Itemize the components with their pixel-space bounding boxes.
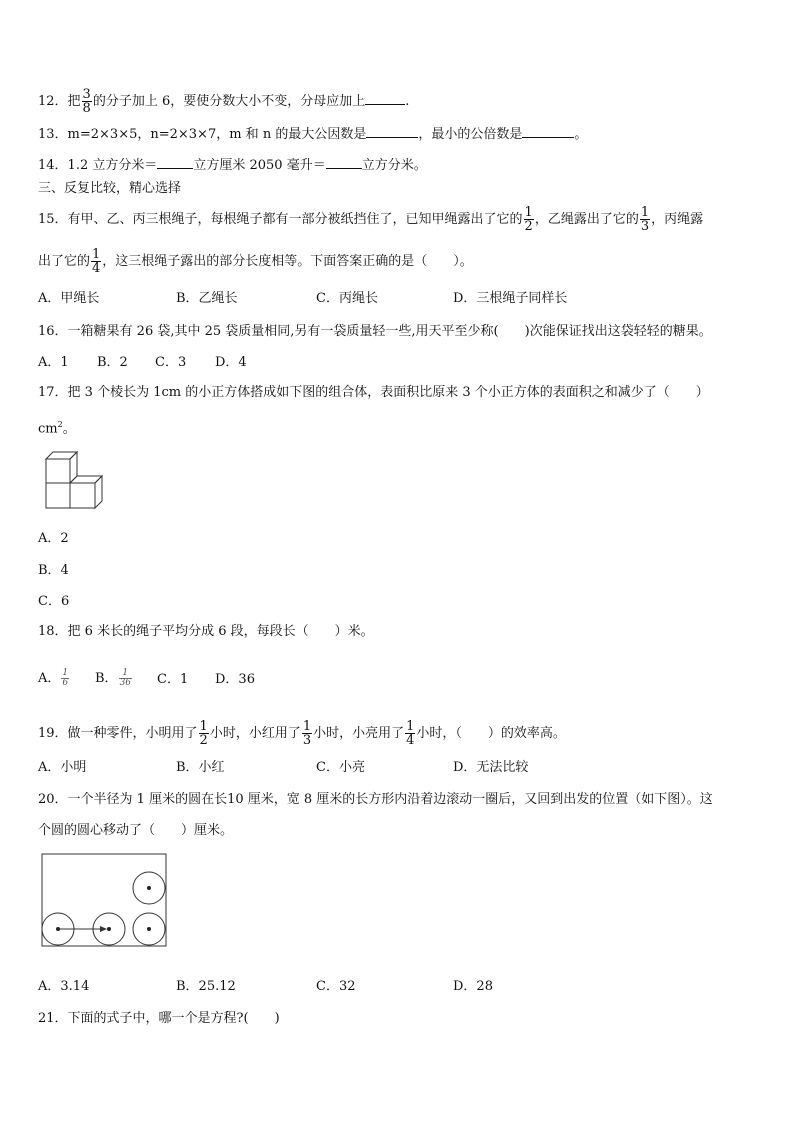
q13-end: 。 [574,127,588,142]
q18-a-denominator: 6 [62,678,69,688]
cube-top-side [70,452,77,483]
q15-fraction-1 [524,206,534,233]
q19-option-d[interactable]: D．无法比较 [453,760,529,775]
q18-option-a-label: A． [38,671,61,686]
cube-bottom-right-top [70,476,102,483]
cube-top-front [46,459,70,483]
question-16: 16．一箱糖果有 26 袋,其中 25 袋质量相同,另有一袋质量轻一些,用天平至少称( )次能保证找出这袋轻轻的糖果。 [38,324,712,339]
cube-assembly-figure [44,450,108,512]
q19-f1-numerator: 1 [199,719,208,734]
movement-arrowhead [100,926,107,932]
q12-denominator: 8 [82,101,91,116]
q18-option-a-fraction [61,669,69,688]
q17-option-b[interactable]: B．4 [38,563,69,578]
q14-end: 立方分米。 [361,158,427,173]
q19-fraction-1 [199,720,209,747]
q19-text-c: 小时，小亮用了 [313,726,405,741]
q15-f3-denominator: 4 [92,261,101,276]
center-dot-up [147,886,151,890]
q15-text-e: ，这三根绳子露出的部分长度相等。下面答案正确的是（ ）。 [102,254,473,269]
q15-f3-numerator: 1 [92,247,101,262]
q19-fraction-3 [405,720,415,747]
question-18: 18．把 6 米长的绳子平均分成 6 段，每段长（ ）米。 [38,624,374,639]
q17-option-c[interactable]: C．6 [38,594,70,609]
q19-f3-numerator: 1 [406,719,415,734]
q13-mid-text: ，最小的公倍数是 [418,127,523,142]
question-20-line-2: 个圆的圆心移动了（ ）厘米。 [38,823,234,838]
q19-f3-denominator: 4 [406,733,415,748]
q18-a-numerator: 1 [62,668,69,678]
question-17: 17．把 3 个棱长为 1cm 的小正方体搭成如下图的组合体，表面积比原来 3 个小正方体的表面积之和减少了（ ） [38,385,709,400]
question-15-line-1 [38,206,703,233]
q16-option-a[interactable]: A．1 [38,355,69,370]
center-dot-start [56,927,60,931]
q18-option-b-label: B． [95,671,118,686]
cube-bottom-right-front [70,483,95,508]
q19-option-a[interactable]: A．小明 [38,760,87,775]
q19-text-d: 小时，（ ）的效率高。 [416,726,566,741]
q13-text: 13．m=2×3×5，n=2×3×7，m 和 n 的最大公因数是 [38,127,367,142]
q12-numerator: 3 [82,87,91,102]
q18-option-b-fraction [119,669,132,688]
q17-unit-superscript: 2 [57,420,63,429]
q14-mid-text: 立方厘米 2050 毫升＝ [193,158,326,173]
q12-answer-blank[interactable] [365,91,405,105]
question-12 [38,88,409,115]
q20-option-a[interactable]: A．3.14 [38,979,90,994]
q20-option-d[interactable]: D．28 [453,979,493,994]
q15-text-d: 出了它的 [38,254,91,269]
q15-f2-denominator: 3 [640,219,650,234]
q18-option-d[interactable]: D．36 [215,672,255,687]
q19-f2-denominator: 3 [302,733,312,748]
q15-f1-denominator: 2 [524,219,533,234]
q15-text-b: ，乙绳露出了它的 [534,212,639,227]
rolling-circle-figure [38,850,170,950]
q20-option-b[interactable]: B．25.12 [176,979,236,994]
q15-f2-numerator: 1 [640,205,650,220]
q19-text-b: 小时，小红用了 [209,726,301,741]
center-dot-middle [107,927,111,931]
q19-option-c[interactable]: C．小亮 [316,760,365,775]
q15-fraction-3 [91,248,101,275]
q19-f1-denominator: 2 [199,733,208,748]
question-20-line-1: 20．一个半径为 1 厘米的圆在长10 厘米，宽 8 厘米的长方形内沿着边滚动一圈后，又回到出发的位置（如下图）。这 [38,792,713,807]
q18-b-denominator: 36 [119,678,132,688]
rectangle-outline [42,854,166,946]
q13-lcm-blank[interactable] [522,124,574,138]
section-3-heading: 三、反复比较，精心选择 [38,181,182,196]
question-15-line-2 [38,248,473,275]
q12-fraction [82,88,92,115]
question-21: 21．下面的式子中，哪一个是方程?( ) [38,1011,280,1026]
center-dot-corner [147,927,151,931]
q15-option-b[interactable]: B．乙绳长 [176,291,238,306]
q17-unit-line [38,416,76,438]
q12-prefix: 12．把 [38,94,81,109]
q12-text: 的分子加上 6，要使分数大小不变，分母应加上 [92,94,366,109]
q17-option-a[interactable]: A．2 [38,531,69,546]
q18-option-c[interactable]: C．1 [157,672,189,687]
q15-option-a[interactable]: A．甲绳长 [38,291,100,306]
cube-top-top [46,452,77,459]
q15-option-c[interactable]: C．丙绳长 [316,291,378,306]
q17-unit: cm [38,421,58,437]
cube-bottom-left-front [46,483,70,508]
q20-option-c[interactable]: C．32 [316,979,356,994]
q18-b-numerator: 1 [122,668,129,678]
q16-option-d[interactable]: D．4 [215,355,247,370]
q15-text-a: 15．有甲、乙、丙三根绳子，每根绳子都有一部分被纸挡住了，已知甲绳露出了它的 [38,212,523,227]
q17-unit-end: 。 [62,421,76,437]
q14-blank-1[interactable] [157,155,193,169]
q15-text-c: ，丙绳露 [651,212,704,227]
q14-blank-2[interactable] [326,155,362,169]
q14-text: 14．1.2 立方分米＝ [38,158,158,173]
q16-option-c[interactable]: C．3 [155,355,187,370]
q15-option-d[interactable]: D．三根绳子同样长 [453,291,568,306]
q18-option-b[interactable] [95,669,133,688]
q19-option-b[interactable]: B．小红 [176,760,225,775]
q18-option-a[interactable] [38,669,70,688]
cube-bottom-right-side [95,476,102,508]
q19-fraction-2 [302,720,312,747]
q15-fraction-2 [640,206,650,233]
q19-f2-numerator: 1 [302,719,312,734]
q15-f1-numerator: 1 [524,205,533,220]
q12-end: . [405,94,410,109]
question-14 [38,155,427,175]
q19-text-a: 19．做一种零件，小明用了 [38,726,198,741]
q16-option-b[interactable]: B．2 [97,355,128,370]
question-13 [38,124,587,144]
q13-gcd-blank[interactable] [366,124,418,138]
question-19 [38,720,566,747]
